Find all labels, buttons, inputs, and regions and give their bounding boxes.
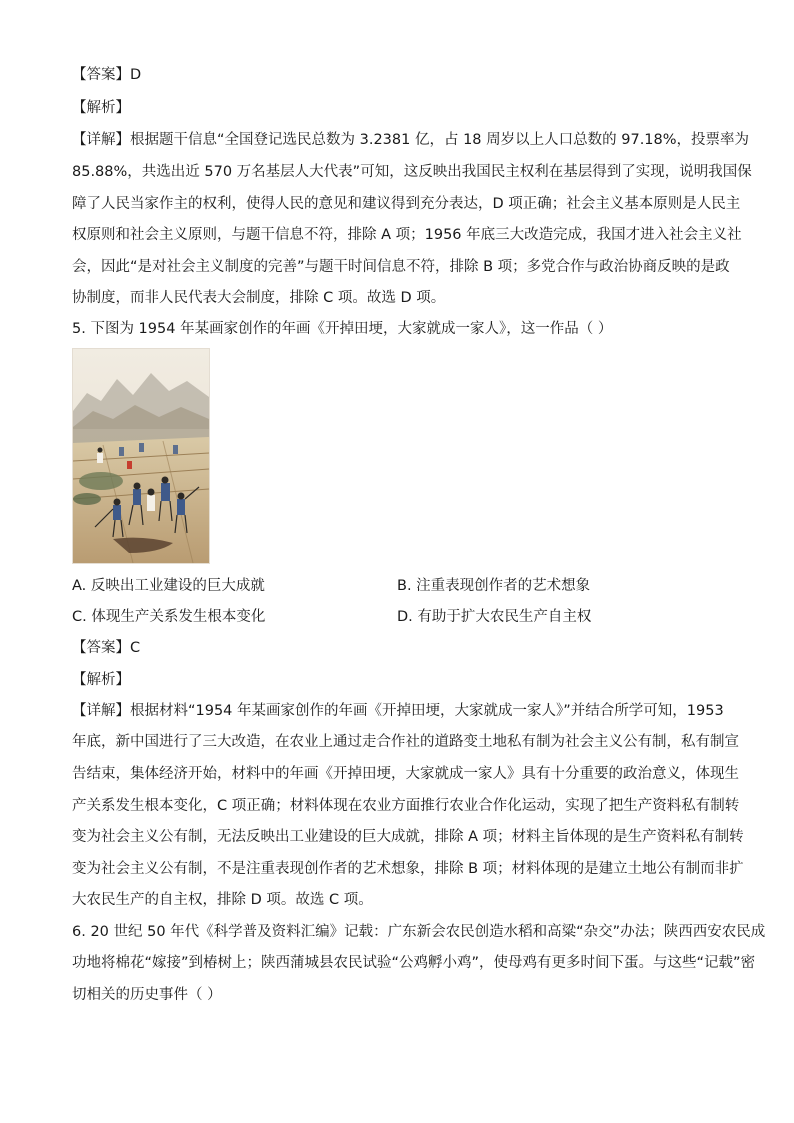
q4-detail-line: 85.88%，共选出近 570 万名基层人大代表”可知，这反映出我国民主权利在基层得到了实现，说明我国保 (72, 164, 752, 180)
q5-detail-line: 年底，新中国进行了三大改造，在农业上通过走合作社的道路变土地私有制为社会主义公有制，私有制宣 (72, 734, 739, 750)
q4-detail-line: 权原则和社会主义原则，与题干信息不符，排除 A 项；1956 年底三大改造完成，我国才进入社会主义社 (72, 227, 742, 243)
q4-detail-line: 协制度，而非人民代表大会制度，排除 C 项。故选 D 项。 (72, 290, 446, 306)
q5-option-b[interactable]: B. 注重表现创作者的艺术想象 (397, 578, 591, 594)
painting-illustration (73, 349, 209, 563)
q5-option-d[interactable]: D. 有助于扩大农民生产自主权 (397, 609, 592, 625)
q4-detail-line: 障了人民当家作主的权利，使得人民的意见和建议得到充分表达，D 项正确；社会主义基本原则是人民主 (72, 196, 741, 212)
q5-option-a[interactable]: A. 反映出工业建设的巨大成就 (72, 578, 265, 594)
q5-detail-line: 产关系发生根本变化，C 项正确；材料体现在农业方面推行农业合作化运动，实现了把生产资料私有制转 (72, 798, 740, 814)
q6-stem-line: 功地将棉花“嫁接”到椿树上；陕西蒲城县农民试验“公鸡孵小鸡”，使母鸡有更多时间下蛋。与这些“记载”密 (72, 955, 756, 971)
q4-answer: 【答案】D (72, 67, 142, 83)
q4-analysis-label: 【解析】 (72, 100, 130, 116)
q5-detail-line: 变为社会主义公有制，无法反映出工业建设的巨大成就，排除 A 项；材料主旨体现的是生产资料私有制转 (72, 829, 744, 845)
q5-analysis-label: 【解析】 (72, 672, 130, 688)
q5-detail-line: 大农民生产的自主权，排除 D 项。故选 C 项。 (72, 892, 373, 908)
new-year-painting (72, 348, 210, 564)
q5-stem: 5. 下图为 1954 年某画家创作的年画《开掉田埂，大家就成一家人》，这一作品（ ） (72, 321, 613, 337)
q4-detail-line: 【详解】根据题干信息“全国登记选民总数为 3.2381 亿，占 18 周岁以上人口总数的 97.18%，投票率为 (72, 132, 750, 148)
q5-option-c[interactable]: C. 体现生产关系发生根本变化 (72, 609, 266, 625)
q5-answer: 【答案】C (72, 640, 141, 656)
q4-detail-line: 会，因此“是对社会主义制度的完善”与题干时间信息不符，排除 B 项；多党合作与政治协商反映的是政 (72, 259, 730, 275)
q5-detail-line: 告结束，集体经济开始，材料中的年画《开掉田埂，大家就成一家人》具有十分重要的政治意义，体现生 (72, 766, 739, 782)
q5-detail-line: 变为社会主义公有制，不是注重表现创作者的艺术想象，排除 B 项；材料体现的是建立土地公有制而非扩 (72, 861, 744, 877)
q5-detail-line: 【详解】根据材料“1954 年某画家创作的年画《开掉田埂，大家就成一家人》”并结合所学可知，1953 (72, 703, 724, 719)
q6-stem-line: 切相关的历史事件（ ） (72, 987, 222, 1003)
q6-stem-line: 6. 20 世纪 50 年代《科学普及资料汇编》记载：广东新会农民创造水稻和高粱“杂交”办法；陕西西安农民成 (72, 924, 766, 940)
